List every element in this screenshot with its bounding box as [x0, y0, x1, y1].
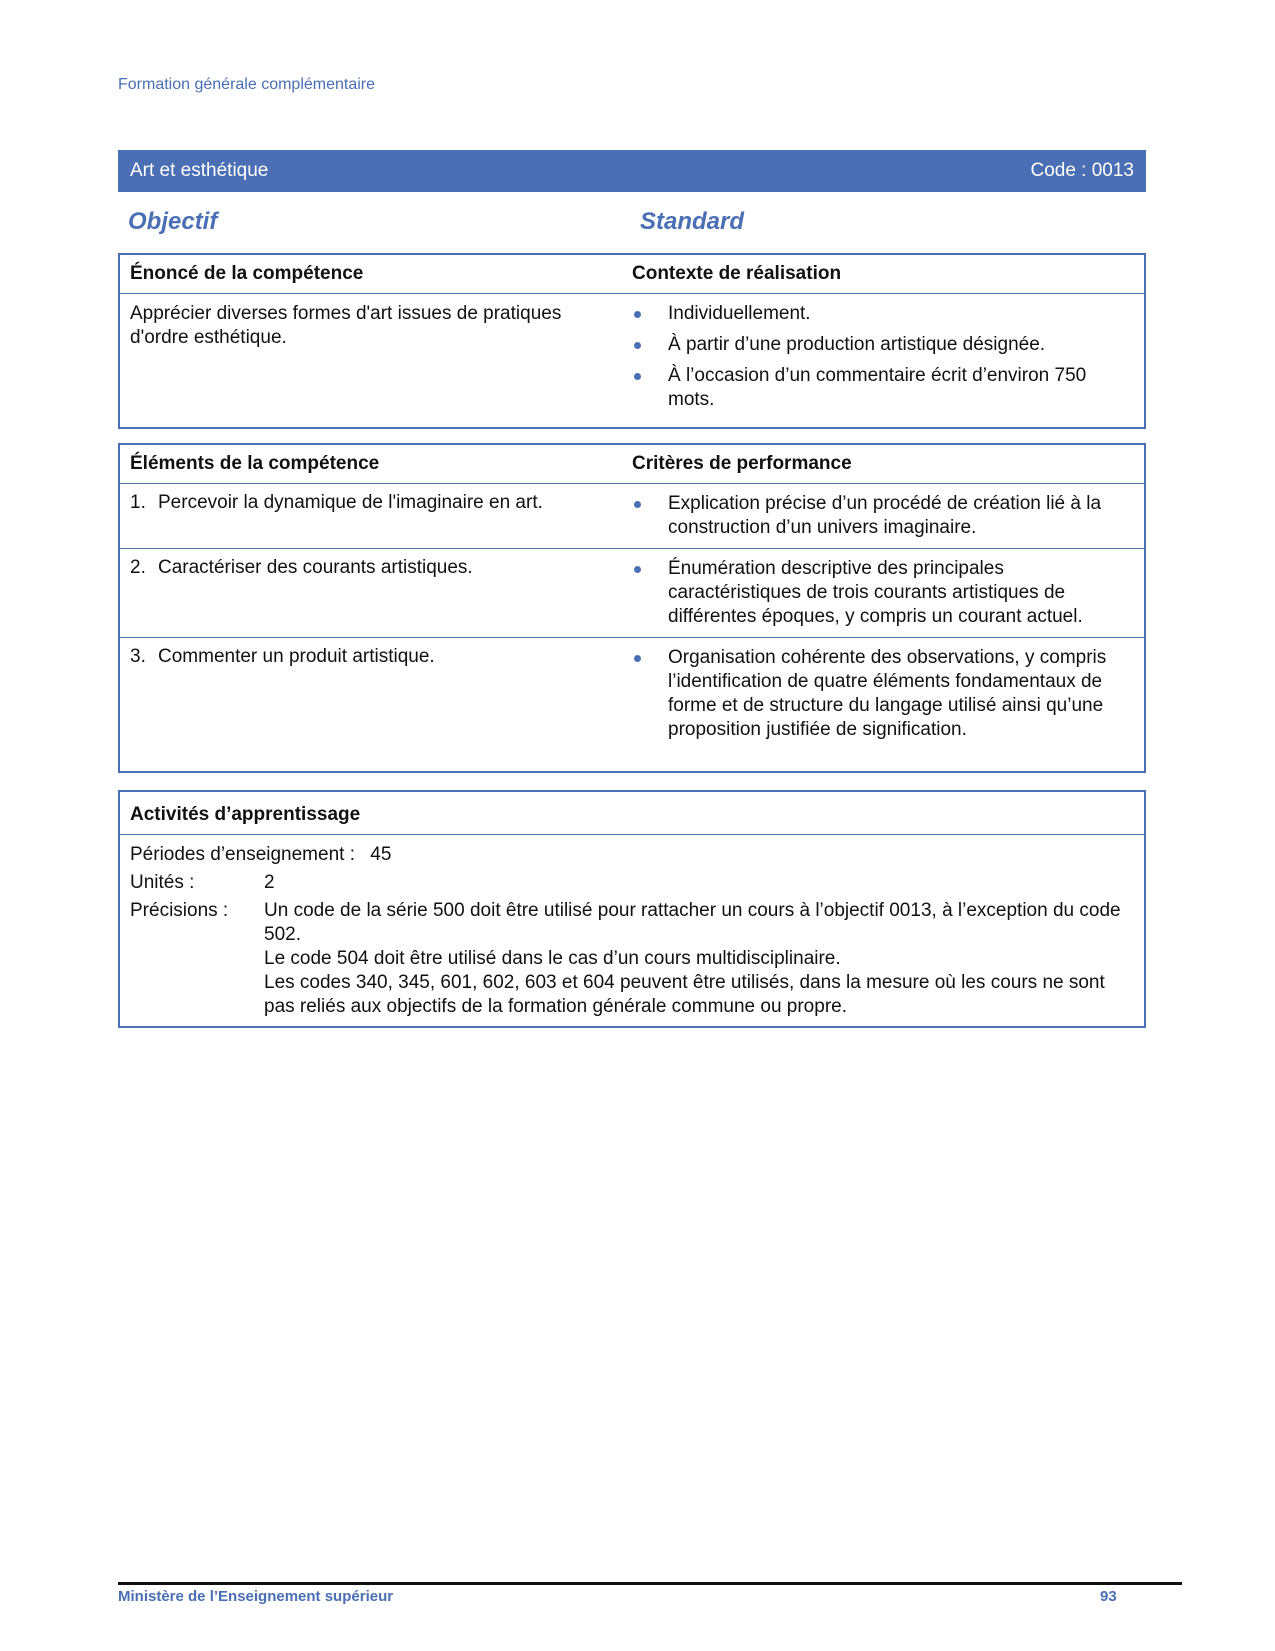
context-item: À partir d’une production artistique désignée. [632, 333, 1134, 357]
standard-heading: Standard [640, 208, 745, 235]
precision-item: Le code 504 doit être utilisé dans le cas d’un cours multidisciplinaire. [264, 948, 841, 969]
elements-header-row [120, 445, 1144, 484]
precisions-row [120, 899, 1144, 1019]
elements-header: Éléments de la compétence [130, 453, 380, 474]
criteria-header: Critères de performance [632, 453, 852, 474]
element-number: 2. [130, 557, 146, 578]
objectif-heading: Objectif [128, 208, 218, 235]
competence-statement-header: Énoncé de la compétence [130, 263, 364, 284]
activities-title: Activités d’apprentissage [120, 792, 1144, 835]
element-row [120, 638, 1144, 750]
title-bar [118, 150, 1146, 192]
periods-value: 45 [370, 844, 392, 865]
competence-table [118, 253, 1146, 429]
periods-label: Périodes d’enseignement : [130, 844, 355, 865]
precisions-label: Précisions : [130, 900, 229, 921]
competence-body-row [120, 294, 1144, 420]
units-row [120, 871, 1144, 895]
element-number: 1. [130, 492, 146, 513]
units-value: 2 [264, 872, 275, 893]
precision-item: Les codes 340, 345, 601, 602, 603 et 604 peuvent être utilisés, dans la mesure où les cours ne sont pas reliés aux objectifs de la formation générale commune ou propre. [264, 972, 1105, 1017]
precision-item: Un code de la série 500 doit être utilisé pour rattacher un cours à l’objectif 0013, à l’exception du code 502. [264, 900, 1121, 945]
context-item: À l’occasion d’un commentaire écrit d’environ 750 mots. [632, 364, 1134, 412]
activities-box [118, 790, 1146, 1028]
elements-table [118, 443, 1146, 773]
footer-rule [118, 1582, 1182, 1585]
element-text: Caractériser des courants artistiques. [158, 557, 473, 578]
context-header: Contexte de réalisation [632, 263, 842, 284]
criterion-item: Explication précise d’un procédé de création lié à la construction d’un univers imaginaire. [632, 492, 1134, 540]
context-item: Individuellement. [632, 302, 1134, 326]
competence-statement: Apprécier diverses formes d'art issues de pratiques d'ordre esthétique. [130, 303, 562, 348]
element-row [120, 484, 1144, 549]
element-text: Percevoir la dynamique de l'imaginaire en art. [158, 492, 543, 513]
footer-ministry: Ministère de l’Enseignement supérieur [118, 1588, 394, 1605]
course-title: Art et esthétique [130, 160, 269, 181]
course-code: Code : 0013 [1030, 160, 1134, 181]
running-head: Formation générale complémentaire [118, 76, 376, 93]
criterion-item: Énumération descriptive des principales caractéristiques de trois courants artistiques de différentes époques, y compris un courant actuel. [632, 557, 1134, 629]
units-label: Unités : [130, 872, 195, 893]
context-list [632, 302, 1134, 412]
page-number: 93 [1100, 1588, 1117, 1605]
element-text: Commenter un produit artistique. [158, 646, 435, 667]
criterion-item: Organisation cohérente des observations, y compris l’identification de quatre éléments fondamentaux de forme et de structure du langage utilisé ainsi qu’une proposition justifiée de signification. [632, 646, 1134, 742]
competence-header-row [120, 255, 1144, 294]
element-number: 3. [130, 646, 146, 667]
element-row [120, 549, 1144, 638]
periods-row [120, 843, 1144, 867]
